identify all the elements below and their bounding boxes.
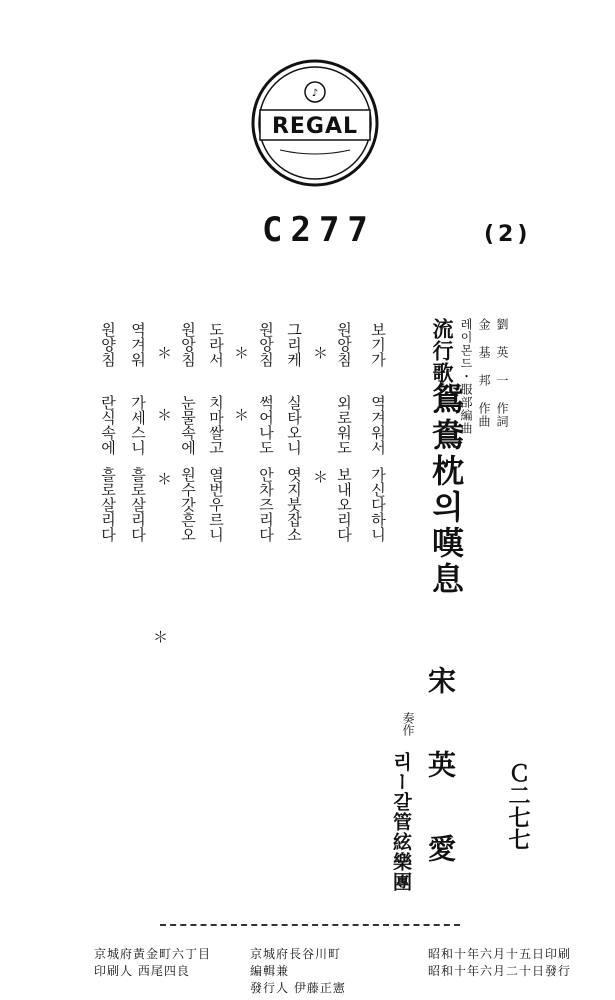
lyric-segment: 엿지붓잡소: [285, 467, 303, 542]
lyricist-credit: 劉 英 一 作詞: [495, 318, 509, 428]
lyric-segment: 실타오니: [285, 395, 303, 455]
performer-name: 宋英愛: [424, 666, 457, 918]
lyric-segment: 그리케: [285, 322, 303, 367]
publisher-name: 發行人 伊藤正憲: [250, 980, 346, 995]
lyric-segment: 보기가: [369, 322, 387, 367]
lyric-segment: 란식속에: [99, 395, 117, 455]
verse-marker: ＊: [157, 406, 173, 424]
footer-publisher: [250, 946, 346, 996]
performer-role: 奏作: [401, 712, 415, 736]
lyric-line-4: [258, 322, 278, 552]
lyric-segment: 원수갓흔오: [179, 467, 197, 542]
orchestra-name: 리ー갈管絃樂團: [390, 752, 412, 892]
lyric-segment: 흘로살리다: [129, 467, 147, 542]
lyric-segment: 흘로살리다: [99, 467, 117, 542]
lyric-segment: 원앙침: [179, 322, 197, 367]
lyric-segment: 원앙침: [335, 322, 353, 367]
lyric-line-1: [370, 322, 390, 552]
composer-credit: 金 基 邦 作曲: [477, 318, 491, 428]
lyric-segment: 눈물속에: [179, 395, 197, 455]
printer-name: 印刷人 西尾四良: [94, 963, 190, 978]
verse-marker: ＊: [234, 344, 250, 362]
publisher-role: 編輯兼: [250, 963, 290, 978]
lyric-segment: 가신다하니: [369, 467, 387, 542]
lyric-line-3: [286, 322, 306, 552]
verse-marker: ＊: [157, 470, 173, 488]
footer-divider: [160, 924, 460, 926]
genre-label: 流行歌: [430, 318, 455, 384]
lyric-line-7: [130, 322, 150, 552]
lyric-segment: 역겨워: [129, 322, 147, 367]
record-number: C277: [262, 210, 376, 250]
svg-text:♪: ♪: [311, 88, 319, 99]
footer-printer: [94, 946, 211, 980]
print-date: 昭和十年六月十五日印刷: [428, 947, 572, 961]
lyric-line-6: [180, 322, 200, 552]
lyric-segment: 안차즈리다: [257, 467, 275, 542]
lyric-segment: 원앙침: [257, 322, 275, 367]
arranger-credit: 레이몬드・服部編曲: [459, 318, 473, 435]
verse-marker: ＊: [313, 344, 329, 362]
lyric-segment: 썩어나도: [257, 395, 275, 455]
lyric-segment: 도라서: [207, 322, 225, 367]
printer-address: 京城府黃金町六丁目: [94, 947, 212, 961]
regal-logo: [250, 58, 380, 188]
lyric-segment: 가세스니: [129, 395, 147, 455]
lyric-segment: 원양침: [99, 322, 117, 367]
footer-dates: [428, 946, 571, 980]
lyric-segment: 역겨워서: [369, 395, 387, 455]
lyric-line-2: [336, 322, 356, 552]
publisher-address: 京城府長谷川町: [250, 947, 342, 961]
verse-marker: ＊: [157, 344, 173, 362]
lyric-segment: 치마쌀고: [207, 395, 225, 455]
side-number: (2): [484, 222, 532, 247]
catalog-number-kanji: Ｃ二七七: [505, 762, 530, 850]
lyric-line-5: [208, 322, 228, 552]
song-title: 鴛鴦枕의嘆息: [427, 382, 465, 598]
issue-date: 昭和十年六月二十日發行: [428, 963, 572, 978]
logo-brand-text: REGAL: [271, 114, 359, 139]
verse-marker: ＊: [313, 468, 329, 486]
verse-marker: ＊: [234, 406, 250, 424]
lyric-segment: 보내오리다: [335, 467, 353, 542]
lyric-segment: 외로워도: [335, 395, 353, 455]
lyric-segment: 열번우르니: [207, 467, 225, 542]
lyric-line-8: [100, 322, 120, 552]
verse-marker: ＊: [153, 628, 169, 646]
